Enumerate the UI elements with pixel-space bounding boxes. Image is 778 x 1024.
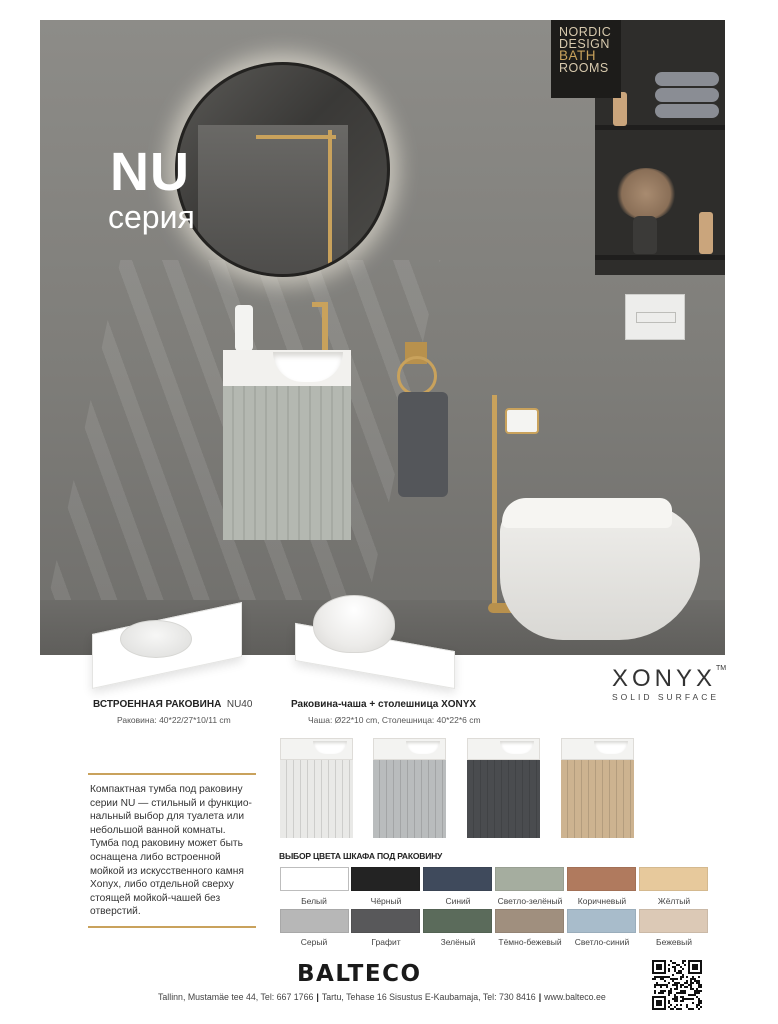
swatch-dark-beige <box>495 909 564 933</box>
variant-body <box>561 760 634 838</box>
variant-top <box>280 738 353 760</box>
swatch-white <box>280 867 349 891</box>
colors-heading: ВЫБОР ЦВЕТА ШКАФА ПОД РАКОВИНУ <box>279 851 443 861</box>
faucet <box>322 302 328 352</box>
niche-shelf <box>595 255 725 260</box>
cabinet-variant <box>561 738 634 838</box>
swatch-grey <box>280 909 349 933</box>
built-in-sink-render <box>92 588 242 678</box>
swatch-yellow <box>639 867 708 891</box>
vase <box>633 216 657 254</box>
cabinet-slats <box>223 386 351 540</box>
series-title: NU <box>110 142 190 202</box>
swatch-label: Светло-зелёный <box>497 896 563 906</box>
sink-bowl <box>313 595 395 653</box>
mirror-reflection <box>198 125 348 277</box>
product-spec: Чаша: Ø22*10 cm, Столешница: 40*22*6 cm <box>308 715 481 725</box>
swatch-blue <box>423 867 492 891</box>
footer-separator: | <box>316 992 319 1002</box>
swatch-light-blue <box>567 909 636 933</box>
qr-code <box>652 960 702 1010</box>
description-line: оснащена либо встроенной <box>90 851 221 863</box>
swatch-label: Чёрный <box>370 896 402 906</box>
footer-separator: | <box>538 992 542 1002</box>
badge-line: BATH <box>559 48 597 63</box>
toilet-paper-roll <box>505 408 539 434</box>
variant-top <box>467 738 540 760</box>
round-mirror <box>175 62 390 277</box>
swatch-beige <box>639 909 708 933</box>
description-line: небольшой ванной комнаты. <box>90 824 226 836</box>
swatch-label: Белый <box>301 896 327 906</box>
swatch-graphite <box>351 909 420 933</box>
hero-photo <box>40 20 725 655</box>
swatch-brown <box>567 867 636 891</box>
variant-top <box>561 738 634 760</box>
vanity-cabinet <box>223 350 351 540</box>
series-subtitle: серия <box>108 199 195 235</box>
description-line: отверстий. <box>90 906 141 918</box>
bottle <box>699 212 713 254</box>
nordic-design-badge <box>551 20 621 98</box>
description-line: Тумба под раковину может быть <box>90 838 243 850</box>
product-title: Раковина-чаша + столешница XONYX <box>291 699 477 710</box>
product-spec: Раковина: 40*22/27*10/11 cm <box>117 715 231 725</box>
gold-divider <box>88 773 256 775</box>
badge-line: DESIGN <box>559 37 610 51</box>
description-line: мойкой из искусственного камня <box>90 865 244 877</box>
soap-bottle <box>235 305 253 351</box>
cabinet-variant <box>280 738 353 838</box>
folded-towel <box>655 72 719 86</box>
product-title: ВСТРОЕННАЯ РАКОВИНА <box>93 699 222 710</box>
shower-pipe-reflection <box>328 130 332 277</box>
toilet-lid <box>502 498 672 528</box>
folded-towel <box>655 88 719 102</box>
badge-line: NORDIC <box>559 25 612 39</box>
variant-body <box>467 760 540 838</box>
swatch-label: Тёмно-бежевый <box>498 937 562 947</box>
hand-towel <box>398 392 448 497</box>
dried-flowers <box>615 168 677 220</box>
badge-line: ROOMS <box>559 61 609 75</box>
sink-basin <box>120 620 192 658</box>
description-text <box>90 783 265 919</box>
swatch-label: Зелёный <box>440 937 476 947</box>
swatch-label: Жёлтый <box>657 896 691 906</box>
trademark: TM <box>716 665 727 672</box>
swatch-label: Бежевый <box>656 937 692 947</box>
footer-website-link[interactable]: www.balteco.ee <box>544 992 606 1002</box>
footer-contacts <box>158 992 606 1002</box>
swatch-label: Светло-синий <box>574 937 630 947</box>
swatch-label: Синий <box>445 896 471 906</box>
description-line: нальный выбор для туалета или <box>90 811 245 823</box>
footer-address: Tartu, Tehase 16 Sisustus E-Kaubamaja, Tel: 730 8416 <box>321 992 536 1002</box>
bowl-sink-render <box>295 595 455 690</box>
variant-body <box>373 760 446 838</box>
cabinet-variant <box>467 738 540 838</box>
xonyx-subtitle: SOLID SURFACE <box>612 692 720 702</box>
toilet-paper-stand <box>492 395 497 610</box>
swatch-label: Серый <box>300 937 328 947</box>
balteco-logo: BALTECO <box>297 961 422 987</box>
product-model: NU40 <box>226 699 253 710</box>
description-line: серии NU — стильный и функцио- <box>90 797 252 809</box>
xonyx-wordmark: XONYX <box>612 665 717 692</box>
swatch-black <box>351 867 420 891</box>
swatch-label: Графит <box>371 937 401 947</box>
cabinet-variant <box>373 738 446 838</box>
towel-ring <box>397 356 437 396</box>
swatch-light-green <box>495 867 564 891</box>
variant-top <box>373 738 446 760</box>
xonyx-logo <box>612 665 732 702</box>
swatch-green <box>423 909 492 933</box>
variant-body <box>280 760 353 838</box>
product-caption <box>93 699 252 710</box>
description-line: Xonyx, либо отдельной сверху <box>90 879 234 891</box>
shower-head-reflection <box>256 135 336 139</box>
footer-address: Tallinn, Mustamäe tee 44, Tel: 667 1766 <box>158 992 314 1002</box>
description-line: стоящей мойкой-чашей без <box>90 892 221 904</box>
gold-divider <box>88 926 256 928</box>
swatch-label: Коричневый <box>577 896 627 906</box>
flush-plate <box>625 294 685 340</box>
folded-towel <box>655 104 719 118</box>
description-line: Компактная тумба под раковину <box>90 784 243 795</box>
